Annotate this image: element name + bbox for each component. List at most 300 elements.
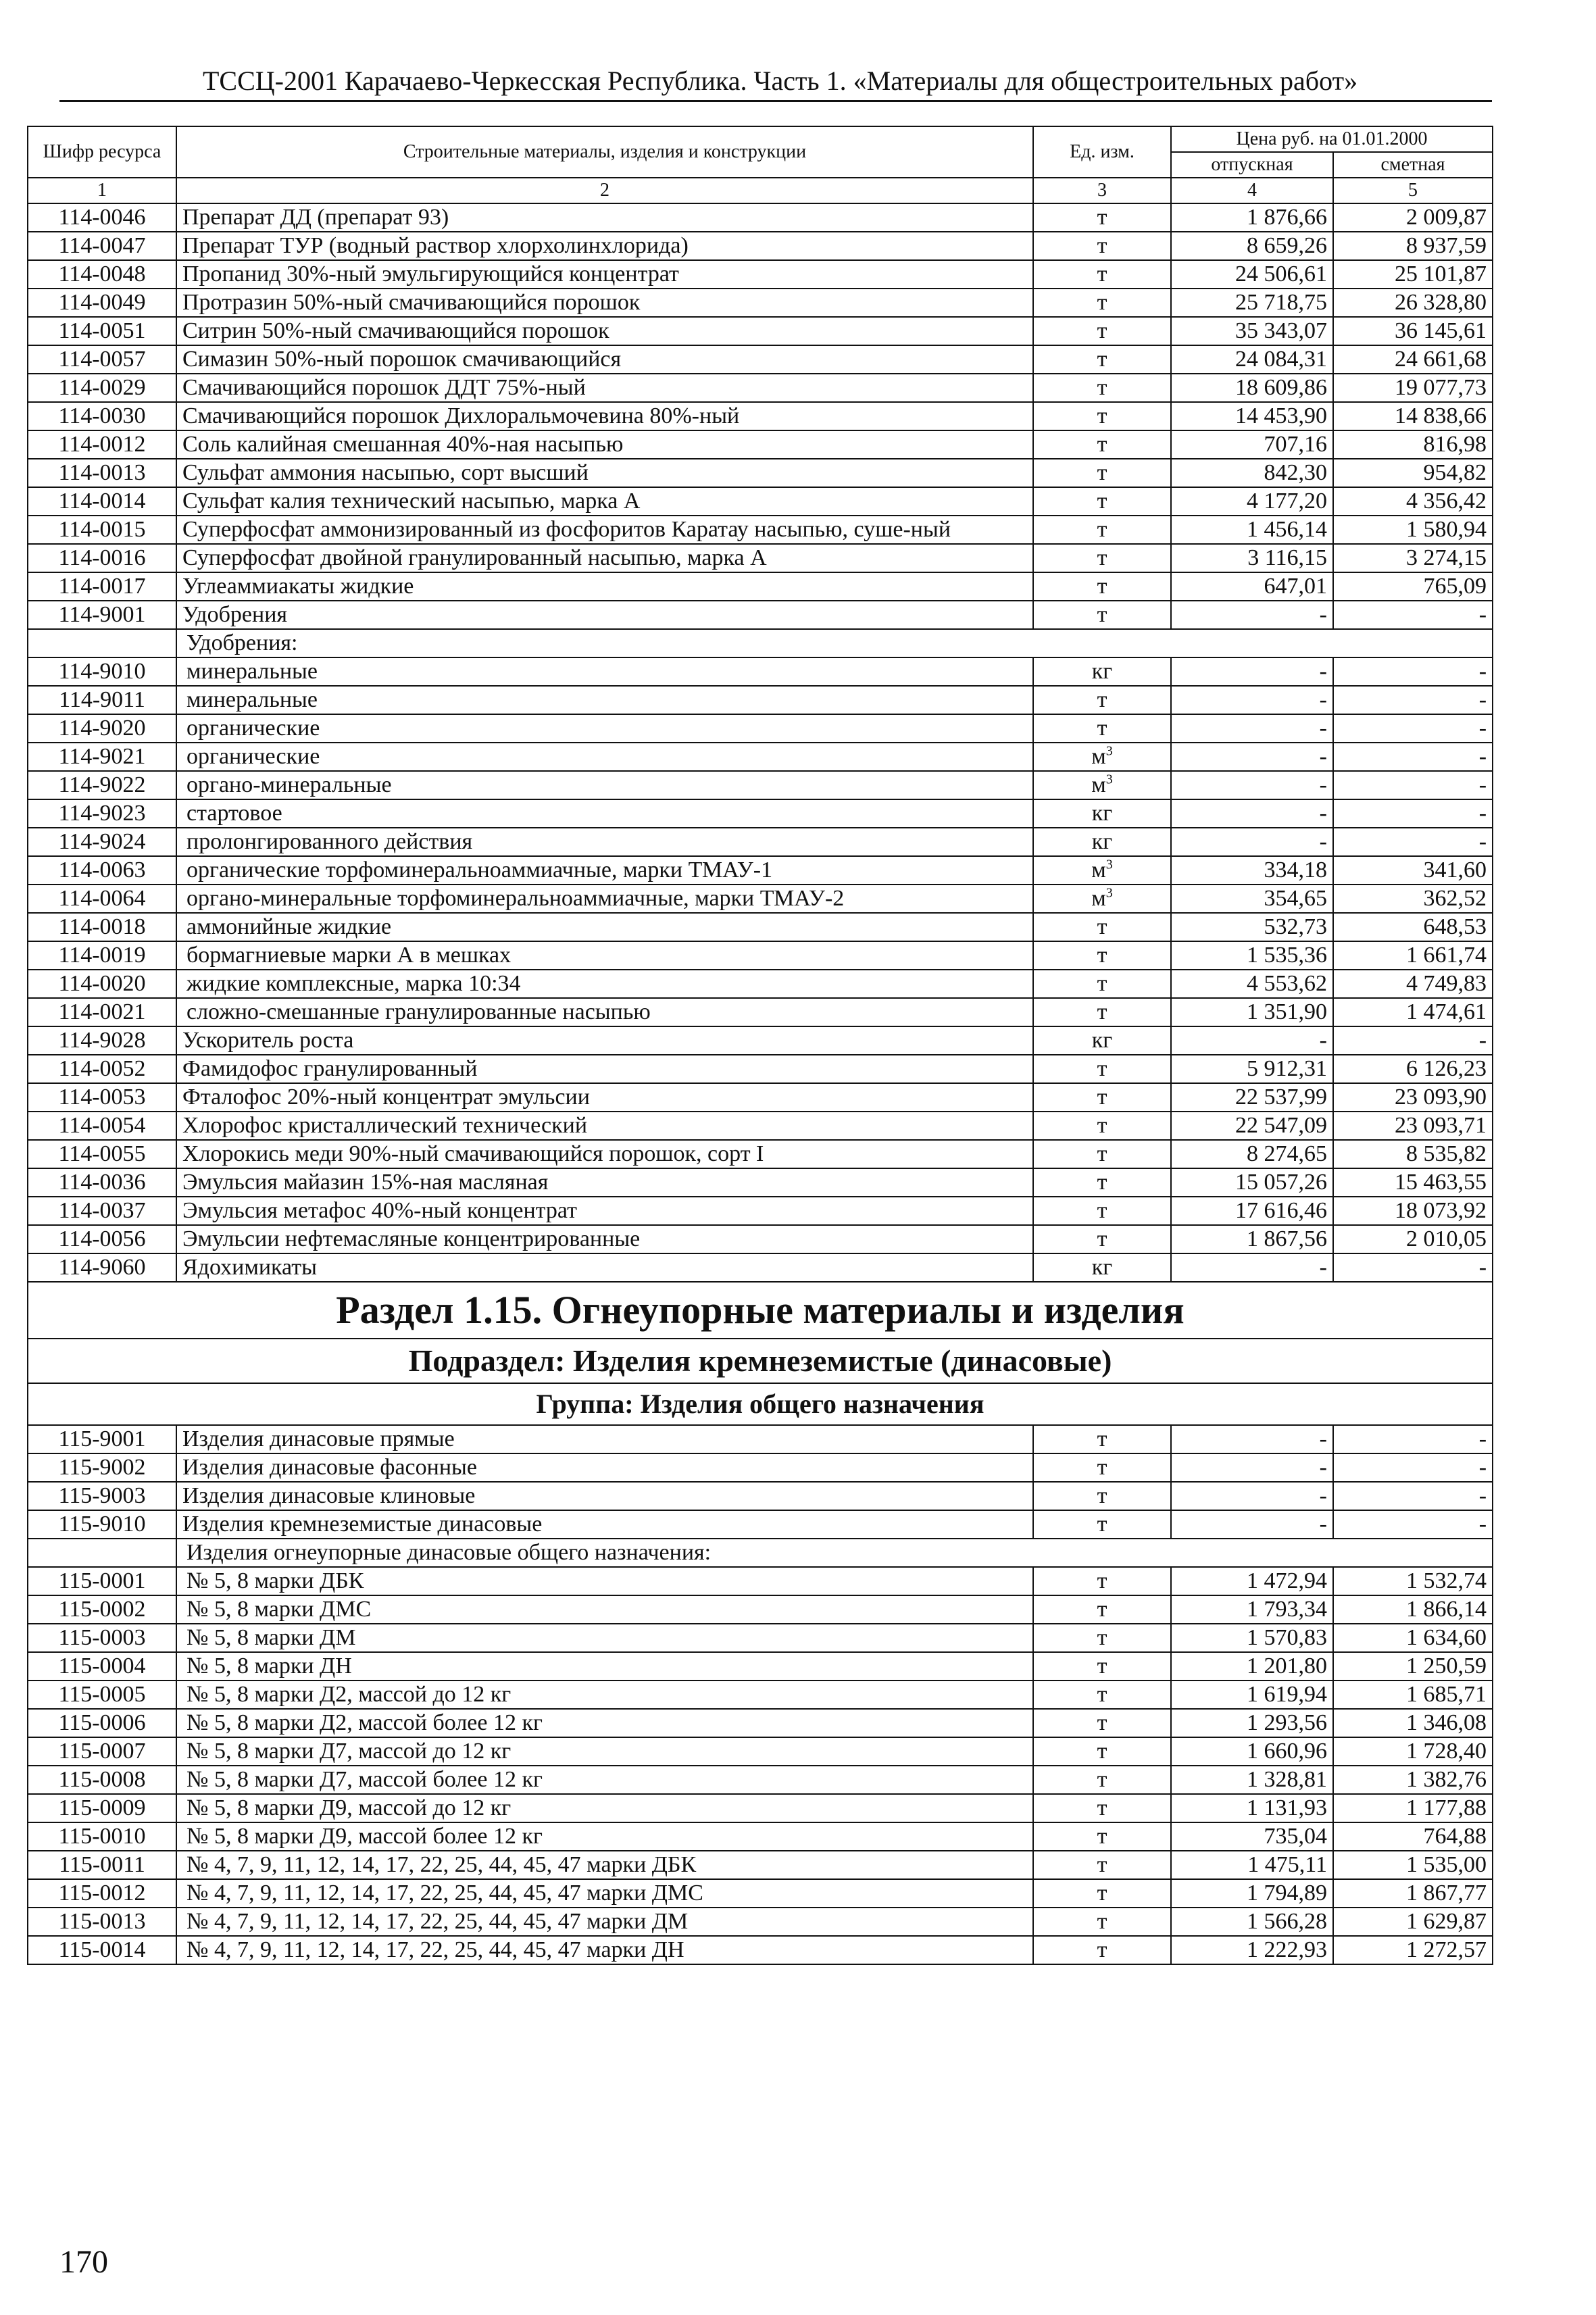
material-name: № 5, 8 марки ДБК <box>176 1567 1033 1595</box>
unit: т <box>1097 1455 1107 1480</box>
table-row <box>28 799 1493 828</box>
material-name: аммонийные жидкие <box>176 913 1033 941</box>
material-name: № 5, 8 марки ДМС <box>176 1595 1033 1624</box>
unit-cell <box>1033 686 1171 714</box>
material-name: Симазин 50%-ный порошок смачивающийся <box>176 345 1033 374</box>
unit: т <box>1097 1113 1107 1138</box>
header-price-group: Цена руб. на 01.01.2000 <box>1171 126 1493 152</box>
price-estimate: 18 073,92 <box>1333 1197 1493 1225</box>
unit: т <box>1097 943 1107 968</box>
table-row <box>28 1140 1493 1168</box>
table-row <box>28 941 1493 970</box>
price-release: 18 609,86 <box>1171 374 1333 402</box>
unit: т <box>1097 1597 1107 1622</box>
table-row <box>28 402 1493 430</box>
section-title-row <box>28 1282 1493 1339</box>
table-row <box>28 1766 1493 1794</box>
unit-cell <box>1033 1055 1171 1083</box>
price-release: - <box>1171 828 1333 856</box>
unit-cell <box>1033 657 1171 686</box>
table-row <box>28 657 1493 686</box>
material-name: пролонгированного действия <box>176 828 1033 856</box>
unit: т <box>1097 375 1107 400</box>
unit: т <box>1097 1056 1107 1081</box>
resource-code: 114-0052 <box>28 1055 176 1083</box>
unit: кг <box>1091 1028 1113 1053</box>
table-row <box>28 289 1493 317</box>
resource-code: 115-0010 <box>28 1822 176 1851</box>
unit: т <box>1097 432 1107 457</box>
unit-cell <box>1033 601 1171 629</box>
unit: т <box>1097 914 1107 939</box>
resource-code: 114-0037 <box>28 1197 176 1225</box>
price-release: 707,16 <box>1171 430 1333 459</box>
material-name: жидкие комплексные, марка 10:34 <box>176 970 1033 998</box>
table-row <box>28 1624 1493 1652</box>
table-row <box>28 1055 1493 1083</box>
unit: кг <box>1091 659 1113 684</box>
resource-code: 114-0021 <box>28 998 176 1026</box>
unit: т <box>1097 460 1107 485</box>
price-release: 5 912,31 <box>1171 1055 1333 1083</box>
resource-code: 115-0003 <box>28 1624 176 1652</box>
price-release: - <box>1171 771 1333 799</box>
resource-code: 114-0020 <box>28 970 176 998</box>
table-row <box>28 430 1493 459</box>
unit-superscript: 3 <box>1105 772 1113 787</box>
price-estimate: - <box>1333 686 1493 714</box>
price-estimate: 36 145,61 <box>1333 317 1493 345</box>
table-row <box>28 1709 1493 1737</box>
resource-code: 115-0009 <box>28 1794 176 1822</box>
table-row <box>28 1908 1493 1936</box>
price-estimate: 3 274,15 <box>1333 544 1493 572</box>
resource-code: 114-0016 <box>28 544 176 572</box>
unit-cell <box>1033 885 1171 913</box>
resource-code: 114-9028 <box>28 1026 176 1055</box>
table-row <box>28 771 1493 799</box>
price-estimate: - <box>1333 1253 1493 1282</box>
price-estimate: 1 532,74 <box>1333 1567 1493 1595</box>
material-name: Сульфат аммония насыпью, сорт высший <box>176 459 1033 487</box>
unit-cell <box>1033 345 1171 374</box>
price-estimate: 1 535,00 <box>1333 1851 1493 1879</box>
price-estimate: 648,53 <box>1333 913 1493 941</box>
unit-cell <box>1033 487 1171 516</box>
material-name: Суперфосфат аммонизированный из фосфоритов Каратау насыпью, суше-ный <box>176 516 1033 544</box>
unit-cell <box>1033 1425 1171 1453</box>
header-unit: Ед. изм. <box>1033 126 1171 178</box>
header-rule <box>59 100 1492 102</box>
material-name: Сульфат калия технический насыпью, марка А <box>176 487 1033 516</box>
table-row <box>28 1851 1493 1879</box>
material-name: № 5, 8 марки Д7, массой более 12 кг <box>176 1766 1033 1794</box>
price-estimate: 1 867,77 <box>1333 1879 1493 1908</box>
unit-cell <box>1033 1026 1171 1055</box>
header-price-release: отпускная <box>1171 152 1333 178</box>
table-row <box>28 1567 1493 1595</box>
price-estimate: - <box>1333 1453 1493 1482</box>
material-name: № 4, 7, 9, 11, 12, 14, 17, 22, 25, 44, 45, 47 марки ДМ <box>176 1908 1033 1936</box>
unit: т <box>1097 999 1107 1024</box>
unit-cell <box>1033 1083 1171 1112</box>
price-release: 1 619,94 <box>1171 1681 1333 1709</box>
table-row <box>28 856 1493 885</box>
table-row <box>28 459 1493 487</box>
resource-code: 114-0017 <box>28 572 176 601</box>
price-estimate: 1 177,88 <box>1333 1794 1493 1822</box>
unit-cell <box>1033 1168 1171 1197</box>
price-estimate: - <box>1333 601 1493 629</box>
resource-code: 114-0051 <box>28 317 176 345</box>
table-row <box>28 1794 1493 1822</box>
price-release: - <box>1171 686 1333 714</box>
table-row <box>28 998 1493 1026</box>
price-release: 354,65 <box>1171 885 1333 913</box>
resource-code: 115-0014 <box>28 1936 176 1964</box>
price-estimate: 954,82 <box>1333 459 1493 487</box>
unit-cell <box>1033 1681 1171 1709</box>
price-release: 1 660,96 <box>1171 1737 1333 1766</box>
unit: т <box>1097 205 1107 230</box>
price-estimate: 1 634,60 <box>1333 1624 1493 1652</box>
material-name: № 5, 8 марки ДН <box>176 1652 1033 1681</box>
unit: т <box>1097 971 1107 996</box>
price-release: 14 453,90 <box>1171 402 1333 430</box>
unit: т <box>1097 1198 1107 1223</box>
unit: т <box>1097 1141 1107 1166</box>
unit-cell <box>1033 913 1171 941</box>
price-release: - <box>1171 714 1333 743</box>
unit-cell <box>1033 1253 1171 1282</box>
price-release: 1 222,93 <box>1171 1936 1333 1964</box>
table-row <box>28 1482 1493 1510</box>
unit-cell <box>1033 1737 1171 1766</box>
material-name: Ускоритель роста <box>176 1026 1033 1055</box>
price-release: 1 566,28 <box>1171 1908 1333 1936</box>
resource-code-empty <box>28 629 176 657</box>
material-name: органо-минеральные торфоминеральноаммиачные, марки ТМАУ-2 <box>176 885 1033 913</box>
header-col-number: 2 <box>176 178 1033 203</box>
table-row <box>28 1936 1493 1964</box>
unit: м <box>1091 772 1106 797</box>
price-estimate: 1 629,87 <box>1333 1908 1493 1936</box>
unit-cell <box>1033 1140 1171 1168</box>
unit: м <box>1091 744 1106 769</box>
price-release: 4 177,20 <box>1171 487 1333 516</box>
price-estimate: 1 272,57 <box>1333 1936 1493 1964</box>
price-release: 22 547,09 <box>1171 1112 1333 1140</box>
table-row <box>28 1112 1493 1140</box>
unit-cell <box>1033 430 1171 459</box>
unit-cell <box>1033 232 1171 260</box>
price-release: 1 475,11 <box>1171 1851 1333 1879</box>
price-estimate: 15 463,55 <box>1333 1168 1493 1197</box>
note-row <box>28 629 1493 657</box>
unit: т <box>1097 1795 1107 1820</box>
resource-code: 114-0014 <box>28 487 176 516</box>
price-release: - <box>1171 1482 1333 1510</box>
table-row <box>28 686 1493 714</box>
price-release: - <box>1171 1026 1333 1055</box>
resource-code: 114-9010 <box>28 657 176 686</box>
price-estimate: 6 126,23 <box>1333 1055 1493 1083</box>
unit-cell <box>1033 459 1171 487</box>
table-row <box>28 1652 1493 1681</box>
price-release: 532,73 <box>1171 913 1333 941</box>
unit: т <box>1097 1226 1107 1251</box>
unit: т <box>1097 1682 1107 1707</box>
material-name: Изделия кремнеземистые динасовые <box>176 1510 1033 1539</box>
unit: т <box>1097 1170 1107 1195</box>
unit: т <box>1097 403 1107 428</box>
unit-cell <box>1033 1766 1171 1794</box>
unit-cell <box>1033 1595 1171 1624</box>
table-row <box>28 487 1493 516</box>
price-release: 842,30 <box>1171 459 1333 487</box>
resource-code: 114-0019 <box>28 941 176 970</box>
price-estimate: 2 010,05 <box>1333 1225 1493 1253</box>
unit: т <box>1097 1852 1107 1877</box>
unit: т <box>1097 545 1107 570</box>
price-table <box>27 126 1493 1965</box>
unit: т <box>1097 233 1107 258</box>
unit-cell <box>1033 828 1171 856</box>
table-row <box>28 544 1493 572</box>
material-name: № 5, 8 марки Д7, массой до 12 кг <box>176 1737 1033 1766</box>
price-estimate: 1 580,94 <box>1333 516 1493 544</box>
table-row <box>28 714 1493 743</box>
material-name: № 4, 7, 9, 11, 12, 14, 17, 22, 25, 44, 45, 47 марки ДБК <box>176 1851 1033 1879</box>
unit-superscript: 3 <box>1105 885 1113 901</box>
unit: т <box>1097 290 1107 315</box>
resource-code: 114-0053 <box>28 1083 176 1112</box>
unit: м <box>1091 857 1106 882</box>
unit-cell <box>1033 1908 1171 1936</box>
price-estimate: - <box>1333 1425 1493 1453</box>
unit: т <box>1097 1625 1107 1650</box>
unit: т <box>1097 1710 1107 1735</box>
table-row <box>28 828 1493 856</box>
material-name: № 4, 7, 9, 11, 12, 14, 17, 22, 25, 44, 45, 47 марки ДМС <box>176 1879 1033 1908</box>
material-name: Удобрения <box>176 601 1033 629</box>
price-release: 3 116,15 <box>1171 544 1333 572</box>
table-row <box>28 345 1493 374</box>
material-name: Фамидофос гранулированный <box>176 1055 1033 1083</box>
resource-code: 115-0011 <box>28 1851 176 1879</box>
note-row <box>28 1539 1493 1567</box>
subsection-title-row <box>28 1339 1493 1383</box>
material-name: Эмульсия майазин 15%-ная масляная <box>176 1168 1033 1197</box>
header-price-estimate: сметная <box>1333 152 1493 178</box>
resource-code: 114-0013 <box>28 459 176 487</box>
unit: т <box>1097 347 1107 372</box>
resource-code: 115-0001 <box>28 1567 176 1595</box>
unit: т <box>1097 1824 1107 1849</box>
table-row <box>28 743 1493 771</box>
table-row <box>28 1253 1493 1282</box>
price-release: - <box>1171 743 1333 771</box>
unit-cell <box>1033 941 1171 970</box>
price-estimate: - <box>1333 1510 1493 1539</box>
header-col-number: 4 <box>1171 178 1333 203</box>
table-row <box>28 1879 1493 1908</box>
price-release: 4 553,62 <box>1171 970 1333 998</box>
unit-cell <box>1033 1624 1171 1652</box>
price-release: 1 867,56 <box>1171 1225 1333 1253</box>
material-name: Смачивающийся порошок Дихлоральмочевина 80%-ный <box>176 402 1033 430</box>
price-release: 17 616,46 <box>1171 1197 1333 1225</box>
unit-cell <box>1033 1510 1171 1539</box>
resource-code: 115-9001 <box>28 1425 176 1453</box>
material-name: Эмульсия метафос 40%-ный концентрат <box>176 1197 1033 1225</box>
unit-cell <box>1033 260 1171 289</box>
price-release: - <box>1171 799 1333 828</box>
material-name: Хлорокись меди 90%-ный смачивающийся порошок, сорт I <box>176 1140 1033 1168</box>
resource-code: 114-0029 <box>28 374 176 402</box>
unit: т <box>1097 489 1107 514</box>
header-col-number: 3 <box>1033 178 1171 203</box>
price-estimate: 362,52 <box>1333 885 1493 913</box>
price-estimate: 23 093,90 <box>1333 1083 1493 1112</box>
table-row <box>28 1083 1493 1112</box>
header-name: Строительные материалы, изделия и конструкции <box>176 126 1033 178</box>
unit-cell <box>1033 1851 1171 1879</box>
unit: т <box>1097 687 1107 712</box>
table-row <box>28 260 1493 289</box>
price-estimate: - <box>1333 1482 1493 1510</box>
resource-code: 115-0008 <box>28 1766 176 1794</box>
material-name: № 5, 8 марки Д2, массой до 12 кг <box>176 1681 1033 1709</box>
resource-code: 115-0006 <box>28 1709 176 1737</box>
price-estimate: - <box>1333 714 1493 743</box>
price-estimate: - <box>1333 1026 1493 1055</box>
unit-cell <box>1033 289 1171 317</box>
unit: кг <box>1091 829 1113 854</box>
price-estimate: 24 661,68 <box>1333 345 1493 374</box>
unit: т <box>1097 1568 1107 1593</box>
unit: т <box>1097 602 1107 627</box>
resource-code: 114-0049 <box>28 289 176 317</box>
resource-code: 114-9023 <box>28 799 176 828</box>
resource-code: 114-9020 <box>28 714 176 743</box>
table-row <box>28 1595 1493 1624</box>
price-estimate: 8 937,59 <box>1333 232 1493 260</box>
price-release: 35 343,07 <box>1171 317 1333 345</box>
material-name: Изделия динасовые фасонные <box>176 1453 1033 1482</box>
material-name: Протразин 50%-ный смачивающийся порошок <box>176 289 1033 317</box>
price-estimate: 8 535,82 <box>1333 1140 1493 1168</box>
resource-code: 114-0048 <box>28 260 176 289</box>
material-name: Препарат ТУР (водный раствор хлорхолинхлорида) <box>176 232 1033 260</box>
resource-code: 114-0030 <box>28 402 176 430</box>
unit-cell <box>1033 714 1171 743</box>
resource-code: 115-9002 <box>28 1453 176 1482</box>
resource-code: 114-0056 <box>28 1225 176 1253</box>
unit: т <box>1097 1512 1107 1537</box>
unit-cell <box>1033 771 1171 799</box>
unit-cell <box>1033 1879 1171 1908</box>
price-release: 1 794,89 <box>1171 1879 1333 1908</box>
table-row <box>28 1453 1493 1482</box>
page-header-title: ТССЦ-2001 Карачаево-Черкесская Республика. Часть 1. «Материалы для общестроительных работ» <box>203 66 1358 96</box>
group-title-row <box>28 1383 1493 1425</box>
price-release: - <box>1171 1253 1333 1282</box>
table-row <box>28 1510 1493 1539</box>
price-release: 647,01 <box>1171 572 1333 601</box>
table-row <box>28 1168 1493 1197</box>
table-row <box>28 232 1493 260</box>
unit-cell <box>1033 1112 1171 1140</box>
material-name: Пропанид 30%-ный эмульгирующийся концентрат <box>176 260 1033 289</box>
price-estimate: 1 474,61 <box>1333 998 1493 1026</box>
table-row <box>28 1225 1493 1253</box>
resource-code: 115-0012 <box>28 1879 176 1908</box>
table-row <box>28 572 1493 601</box>
price-release: 1 328,81 <box>1171 1766 1333 1794</box>
price-estimate: 1 866,14 <box>1333 1595 1493 1624</box>
material-name: Препарат ДД (препарат 93) <box>176 203 1033 232</box>
unit-cell <box>1033 516 1171 544</box>
resource-code: 114-9024 <box>28 828 176 856</box>
header-col-number: 1 <box>28 178 176 203</box>
price-release: 25 718,75 <box>1171 289 1333 317</box>
unit-cell <box>1033 572 1171 601</box>
material-name: № 4, 7, 9, 11, 12, 14, 17, 22, 25, 44, 45, 47 марки ДН <box>176 1936 1033 1964</box>
material-name: минеральные <box>176 657 1033 686</box>
table-row <box>28 970 1493 998</box>
resource-code: 114-0063 <box>28 856 176 885</box>
material-name: № 5, 8 марки Д2, массой более 12 кг <box>176 1709 1033 1737</box>
page-number: 170 <box>59 2244 108 2280</box>
price-release: - <box>1171 657 1333 686</box>
resource-code-empty <box>28 1539 176 1567</box>
material-name: органические <box>176 743 1033 771</box>
unit-cell <box>1033 1709 1171 1737</box>
unit: т <box>1097 1909 1107 1934</box>
unit: т <box>1097 574 1107 599</box>
table-row <box>28 1681 1493 1709</box>
price-estimate: 1 346,08 <box>1333 1709 1493 1737</box>
resource-code: 115-9003 <box>28 1482 176 1510</box>
resource-code: 114-9021 <box>28 743 176 771</box>
resource-code: 114-0064 <box>28 885 176 913</box>
resource-code: 115-0007 <box>28 1737 176 1766</box>
unit-superscript: 3 <box>1105 743 1113 759</box>
material-name: Соль калийная смешанная 40%-ная насыпью <box>176 430 1033 459</box>
resource-code: 114-0015 <box>28 516 176 544</box>
note-text: Удобрения: <box>176 629 1493 657</box>
table-body <box>28 203 1493 1964</box>
resource-code: 115-0004 <box>28 1652 176 1681</box>
group-title: Группа: Изделия общего назначения <box>28 1383 1493 1425</box>
table-row <box>28 885 1493 913</box>
material-name: бормагниевые марки А в мешках <box>176 941 1033 970</box>
material-name: Изделия динасовые прямые <box>176 1425 1033 1453</box>
price-estimate: 1 728,40 <box>1333 1737 1493 1766</box>
unit: кг <box>1091 1255 1113 1280</box>
resource-code: 114-0054 <box>28 1112 176 1140</box>
price-release: 22 537,99 <box>1171 1083 1333 1112</box>
material-name: Фталофос 20%-ный концентрат эмульсии <box>176 1083 1033 1112</box>
unit-cell <box>1033 1197 1171 1225</box>
resource-code: 114-0057 <box>28 345 176 374</box>
resource-code: 114-9060 <box>28 1253 176 1282</box>
resource-code: 114-9022 <box>28 771 176 799</box>
unit-superscript: 3 <box>1105 857 1113 872</box>
material-name: Углеаммиакаты жидкие <box>176 572 1033 601</box>
price-estimate: 23 093,71 <box>1333 1112 1493 1140</box>
